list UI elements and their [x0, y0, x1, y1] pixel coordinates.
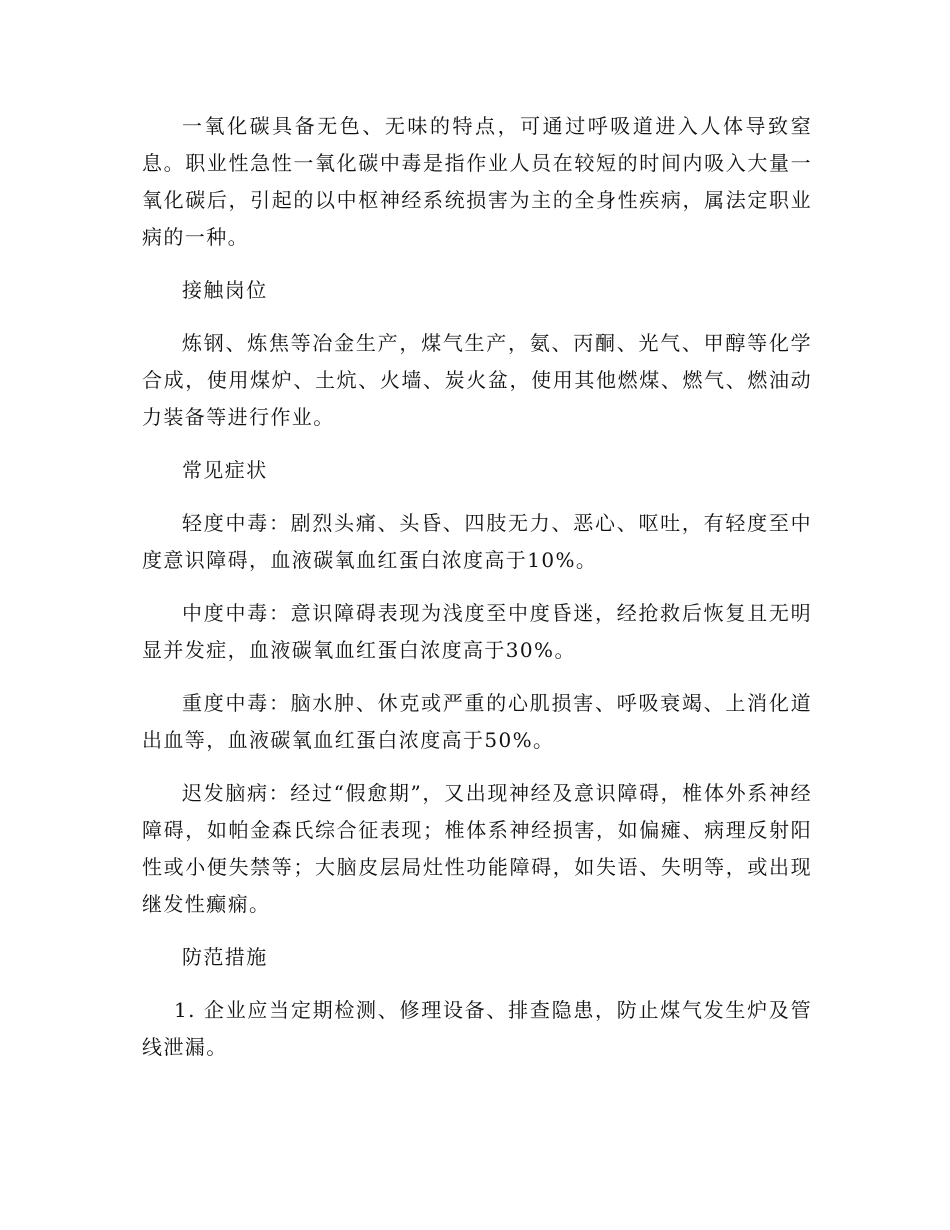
spacer — [142, 489, 812, 505]
spacer — [142, 669, 812, 685]
spacer — [142, 923, 812, 939]
exposure-paragraph: 炼钢、炼焦等冶金生产，煤气生产，氨、丙酮、光气、甲醇等化学合成，使用煤炉、土炕、火墙、炭火盆，使用其他燃煤、燃气、燃油动力装备等进行作业。 — [142, 331, 812, 429]
spacer — [142, 309, 812, 325]
symptom-severe: 重度中毒：脑水肿、休克或严重的心肌损害、呼吸衰竭、上消化道出血等，血液碳氧血红蛋白浓度高于50%。 — [142, 691, 812, 752]
document-body — [142, 108, 812, 1066]
symptom-delayed-encephalopathy: 迟发脑病：经过“假愈期”，又出现神经及意识障碍，椎体外系神经障碍，如帕金森氏综合征表现；椎体系神经损害，如偏瘫、病理反射阳性或小便失禁等；大脑皮层局灶性功能障碍，如失语、失明等，或出现继发性癫痫。 — [142, 781, 812, 916]
symptom-mild: 轻度中毒：剧烈头痛、头昏、四肢无力、恶心、呕吐，有轻度至中度意识障碍，血液碳氧血红蛋白浓度高于10%。 — [142, 511, 812, 572]
intro-paragraph: 一氧化碳具备无色、无味的特点，可通过呼吸道进入人体导致窒息。职业性急性一氧化碳中毒是指作业人员在较短的时间内吸入大量一氧化碳后，引起的以中枢神经系统损害为主的全身性疾病，属法定职业病的一种。 — [142, 114, 812, 249]
section-heading-prevention: 防范措施 — [182, 945, 268, 969]
spacer — [142, 256, 812, 272]
section-heading-symptoms: 常见症状 — [182, 458, 268, 482]
section-heading-exposure: 接触岗位 — [182, 278, 268, 302]
spacer — [142, 436, 812, 452]
spacer — [142, 579, 812, 595]
symptom-moderate: 中度中毒：意识障碍表现为浅度至中度昏迷，经抢救后恢复且无明显并发症，血液碳氧血红蛋白浓度高于30%。 — [142, 601, 812, 662]
spacer — [142, 759, 812, 775]
prevention-item-1: 1. 企业应当定期检测、修理设备、排查隐患，防止煤气发生炉及管线泄漏。 — [142, 998, 812, 1059]
spacer — [142, 976, 812, 992]
